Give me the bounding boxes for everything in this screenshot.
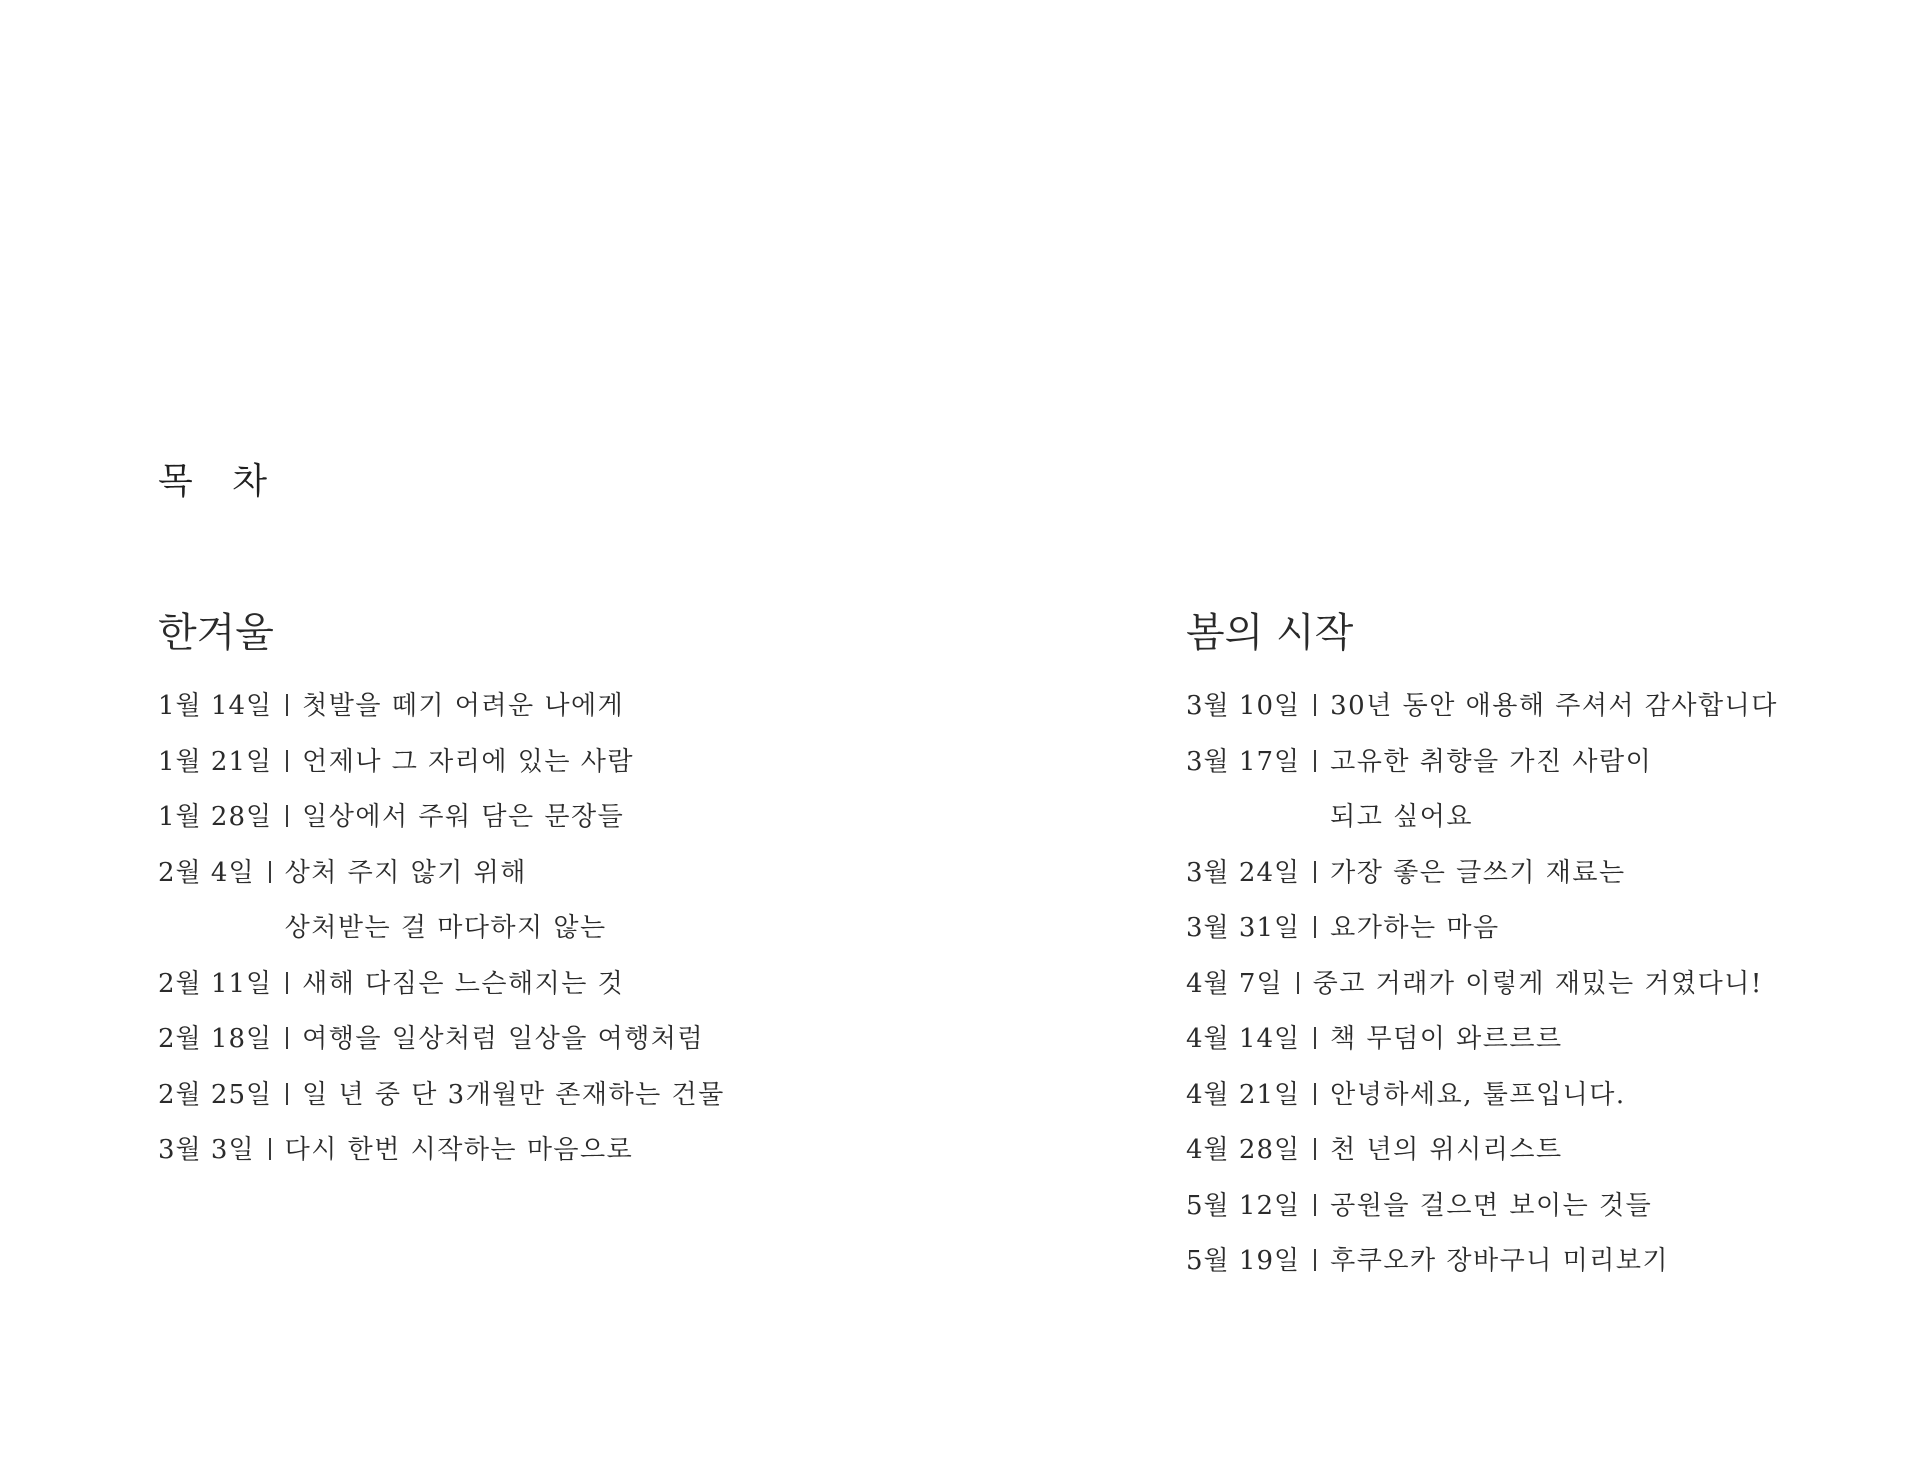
entry-separator [1314, 1138, 1316, 1160]
toc-entry [158, 790, 725, 846]
entry-date: 1월 28일 [158, 802, 273, 832]
toc-section-winter [158, 607, 725, 1179]
toc-entry [158, 679, 725, 735]
entry-date: 4월 21일 [1186, 1079, 1301, 1110]
entry-date: 3월 17일 [1186, 746, 1301, 777]
entry-title-block [302, 735, 634, 791]
entry-title-block [302, 1012, 704, 1068]
toc-entry [158, 846, 725, 957]
toc-entry [1186, 846, 1778, 902]
entry-date: 3월 3일 [158, 1135, 255, 1165]
entry-separator [286, 972, 288, 994]
entry-title-block [1330, 846, 1625, 902]
toc-entry [1186, 679, 1778, 735]
entry-date: 2월 11일 [158, 968, 273, 999]
entry-title: 중고 거래가 이렇게 재밌는 거였다니! [1312, 968, 1763, 999]
entry-title: 되고 싶어요 [1330, 802, 1473, 832]
section-title-spring: 봄의 시작 [1186, 610, 1354, 656]
entry-title: 일상에서 주워 담은 문장들 [302, 802, 625, 832]
toc-entry [158, 735, 725, 791]
entry-title: 30년 동안 애용해 주셔서 감사합니다 [1330, 691, 1778, 721]
entry-separator [286, 694, 288, 716]
toc-entry [158, 1068, 725, 1124]
entry-date: 3월 24일 [1186, 857, 1301, 888]
entry-title-block [1330, 735, 1652, 846]
entry-title-block [285, 846, 607, 957]
section-title-winter: 한겨울 [158, 610, 274, 656]
entry-date: 2월 4일 [158, 857, 255, 888]
entry-title-block [1330, 1234, 1669, 1290]
entry-title-block [1330, 901, 1499, 957]
entry-date: 4월 7일 [1186, 968, 1283, 999]
entry-title-block [1330, 1068, 1625, 1124]
entry-separator [1314, 1194, 1316, 1216]
entry-date: 5월 12일 [1186, 1190, 1301, 1221]
toc-entry [1186, 957, 1778, 1013]
toc-entry [158, 1123, 725, 1179]
entry-title: 일 년 중 단 3개월만 존재하는 건물 [302, 1079, 725, 1110]
entry-title: 다시 한번 시작하는 마음으로 [284, 1135, 634, 1165]
toc-entry [1186, 1123, 1778, 1179]
entry-title-block [302, 957, 624, 1013]
toc-entry [1186, 1234, 1778, 1290]
entry-title-block [1330, 1179, 1652, 1235]
toc-entries [1186, 679, 1778, 1290]
page-title: 목 차 [158, 461, 281, 502]
entry-date: 3월 10일 [1186, 691, 1301, 721]
entry-date: 3월 31일 [1186, 913, 1301, 943]
entry-separator [269, 1138, 271, 1160]
entry-separator [286, 1027, 288, 1049]
entry-title-block [1330, 679, 1778, 735]
entry-date: 4월 28일 [1186, 1135, 1301, 1165]
entry-separator [286, 805, 288, 827]
entry-separator [269, 861, 271, 883]
entry-separator [1314, 750, 1316, 772]
entry-date: 1월 21일 [158, 746, 273, 777]
entry-separator [1314, 916, 1316, 938]
entry-separator [1314, 1083, 1316, 1105]
entry-title-block [285, 1123, 634, 1179]
entry-title-block [302, 679, 624, 735]
entry-separator [1297, 972, 1299, 994]
entry-title: 후쿠오카 장바구니 미리보기 [1330, 1246, 1670, 1276]
entry-title: 상처받는 걸 마다하지 않는 [284, 913, 607, 943]
entry-title-block [302, 790, 624, 846]
entry-separator [1314, 1249, 1316, 1271]
entry-separator [1314, 694, 1316, 716]
entry-title: 공원을 걸으면 보이는 것들 [1330, 1190, 1653, 1221]
entry-date: 5월 19일 [1186, 1246, 1301, 1276]
entry-title: 요가하는 마음 [1330, 913, 1500, 943]
entry-title: 천 년의 위시리스트 [1330, 1135, 1563, 1165]
entry-title: 새해 다짐은 느슨해지는 것 [302, 968, 625, 999]
toc-entry [1186, 735, 1778, 846]
entry-title-block [302, 1068, 725, 1124]
entry-date: 1월 14일 [158, 691, 273, 721]
entry-title: 고유한 취향을 가진 사람이 [1330, 746, 1653, 777]
toc-entry [1186, 1068, 1778, 1124]
entry-date: 2월 18일 [158, 1024, 273, 1054]
toc-entry [158, 1012, 725, 1068]
toc-entries [158, 679, 725, 1179]
entry-title: 안녕하세요, 툴프입니다. [1330, 1079, 1626, 1110]
entry-separator [1314, 861, 1316, 883]
entry-title-block [1330, 1012, 1562, 1068]
entry-separator [286, 750, 288, 772]
entry-title: 책 무덤이 와르르르 [1330, 1024, 1563, 1054]
entry-title: 언제나 그 자리에 있는 사람 [302, 746, 634, 777]
toc-entry [1186, 1012, 1778, 1068]
entry-separator [1314, 1027, 1316, 1049]
entry-title-block [1313, 957, 1763, 1013]
entry-date: 4월 14일 [1186, 1024, 1301, 1054]
toc-entry [158, 957, 725, 1013]
toc-entry [1186, 901, 1778, 957]
entry-title: 여행을 일상처럼 일상을 여행처럼 [302, 1024, 705, 1054]
entry-separator [286, 1083, 288, 1105]
entry-date: 2월 25일 [158, 1079, 273, 1110]
entry-title: 가장 좋은 글쓰기 재료는 [1330, 857, 1626, 888]
toc-section-spring [1186, 607, 1778, 1290]
entry-title: 첫발을 떼기 어려운 나에게 [302, 691, 625, 721]
entry-title: 상처 주지 않기 위해 [284, 857, 527, 888]
entry-title-block [1330, 1123, 1562, 1179]
toc-entry [1186, 1179, 1778, 1235]
